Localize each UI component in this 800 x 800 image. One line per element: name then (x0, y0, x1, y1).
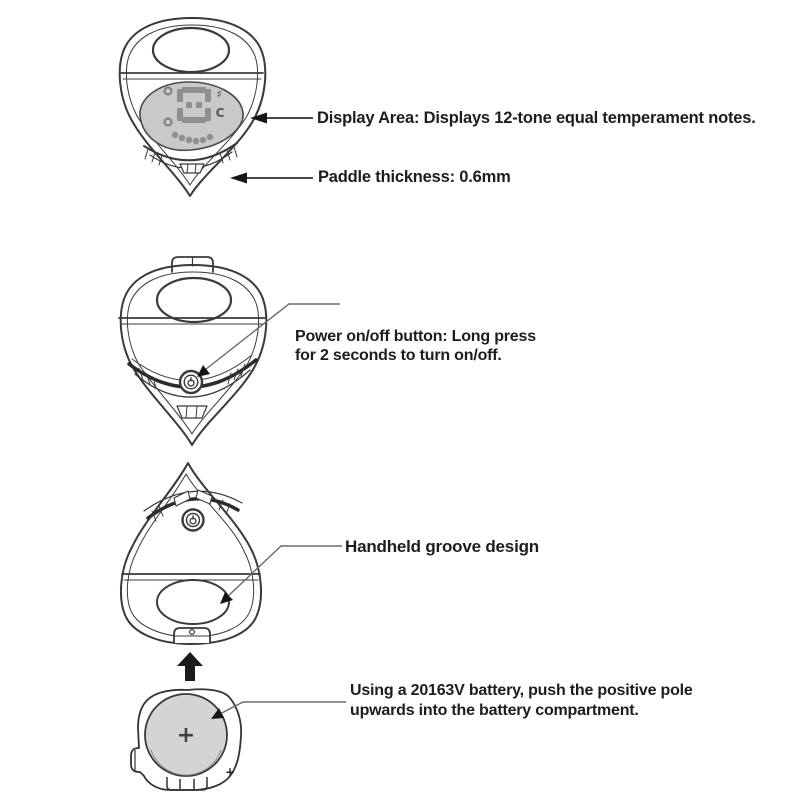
power-button (183, 510, 204, 531)
display-area-label: Display Area: Displays 12-tone equal temperament notes. (317, 109, 756, 127)
pick-tuner-flipped-view (116, 458, 266, 648)
power-button-label (295, 327, 536, 365)
note-letter: C (215, 106, 225, 120)
battery-center-plus: + (176, 723, 196, 748)
battery-label-line2: upwards into the battery compartment. (350, 701, 639, 719)
pick-tuner-back-view (115, 254, 269, 450)
thumb-hole (157, 278, 231, 322)
pick-tuner-front-view (116, 13, 268, 199)
battery-assembly (126, 684, 252, 798)
battery-corner-plus: + (224, 765, 236, 779)
up-arrow-icon (177, 652, 203, 681)
sharp-symbol: ♯ (216, 88, 222, 101)
bottom-tab (174, 628, 210, 643)
battery-label (350, 681, 693, 720)
handheld-groove-label: Handheld groove design (345, 537, 539, 556)
handheld-groove (157, 580, 229, 624)
paddle-thickness-label: Paddle thickness: 0.6mm (318, 168, 511, 186)
power-button (180, 371, 202, 393)
pick-outline (121, 463, 261, 644)
power-button-label-line1: Power on/off button: Long press (295, 328, 536, 345)
battery-label-line1: Using a 20163V battery, push the positive pole (350, 682, 693, 699)
power-button-label-line2: for 2 seconds to turn on/off. (295, 347, 502, 364)
thumb-hole (153, 28, 229, 72)
